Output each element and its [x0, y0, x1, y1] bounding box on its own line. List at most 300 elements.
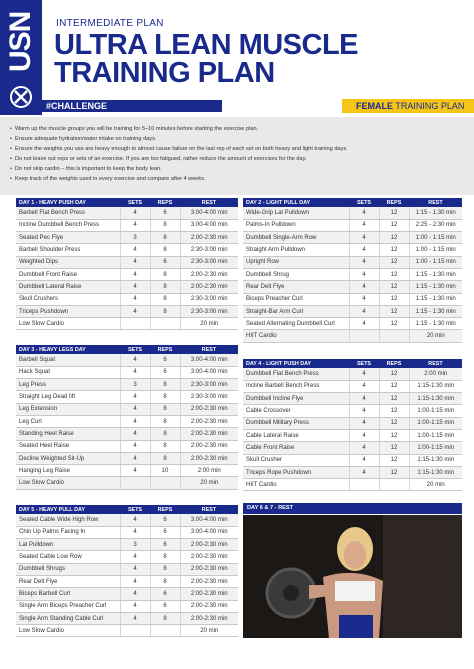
- table-row: [16, 207, 238, 219]
- reps-value: 12: [379, 380, 409, 392]
- reps-value: 8: [150, 281, 180, 293]
- reps-value: 12: [379, 393, 409, 405]
- reps-value: 6: [150, 588, 180, 600]
- day-title: DAY 5 - HEAVY PULL DAY: [16, 505, 120, 514]
- sets-value: [120, 477, 150, 489]
- reps-value: 6: [150, 354, 180, 366]
- exercise-name: Dumbbell Front Raise: [16, 268, 120, 280]
- reps-value: 12: [379, 305, 409, 317]
- reps-value: 12: [379, 256, 409, 268]
- table-row: [243, 330, 462, 342]
- exercise-name: Seated Cable Wide High Row: [16, 514, 120, 526]
- sets-value: 4: [120, 452, 150, 464]
- rest-value: 1:00-1:15 min: [409, 442, 462, 454]
- rest-value: 20 min: [409, 330, 462, 342]
- sets-value: 4: [120, 268, 150, 280]
- reps-value: 12: [379, 405, 409, 417]
- reps-value: 12: [379, 417, 409, 429]
- exercise-name: Low Slow Cardio: [16, 318, 120, 330]
- reps-value: 8: [150, 440, 180, 452]
- brand-mark-icon: [8, 84, 34, 110]
- exercise-name: Incline Dumbbell Bench Press: [16, 219, 120, 231]
- rest-value: 1:00-1:15 min: [409, 429, 462, 441]
- rest-value: 1:15-1:30 min: [409, 454, 462, 466]
- rest-value: 1:15 - 1:30 min: [409, 207, 462, 219]
- sets-value: 4: [349, 318, 379, 330]
- col-reps: REPS: [150, 345, 180, 354]
- sets-value: [120, 625, 150, 637]
- sets-value: 4: [349, 293, 379, 305]
- table-row: [16, 268, 238, 280]
- rest-value: 2:00-2:30 min: [180, 415, 238, 427]
- reps-value: 12: [379, 219, 409, 231]
- sets-value: 4: [120, 244, 150, 256]
- reps-value: 8: [150, 612, 180, 624]
- reps-value: 8: [150, 379, 180, 391]
- table-row: [16, 391, 238, 403]
- exercise-name: Seated Cable Low Row: [16, 551, 120, 563]
- exercise-name: Straight-Bar Arm Curl: [243, 305, 349, 317]
- sets-value: 4: [349, 405, 379, 417]
- table-row: [16, 305, 238, 317]
- exercise-name: Hack Squat: [16, 366, 120, 378]
- table-row: [243, 244, 462, 256]
- reps-value: [150, 625, 180, 637]
- exercise-name: Standing Heel Raise: [16, 428, 120, 440]
- table-row: [243, 293, 462, 305]
- sets-value: 4: [349, 281, 379, 293]
- table-row: [16, 612, 238, 624]
- exercise-name: Dumbbell Single-Arm Row: [243, 232, 349, 244]
- reps-value: 6: [150, 256, 180, 268]
- instruction-notes: [0, 117, 474, 195]
- exercise-name: Cable Crossover: [243, 405, 349, 417]
- reps-value: 12: [379, 207, 409, 219]
- rest-value: 1:15 - 1:30 min: [409, 293, 462, 305]
- sets-value: 4: [349, 219, 379, 231]
- rest-value: 2:00-2:30 min: [180, 268, 238, 280]
- rest-value: 2:00-2:30 min: [180, 600, 238, 612]
- title-line-1: ULTRA LEAN MUSCLE: [54, 29, 359, 61]
- col-reps: REPS: [150, 505, 180, 514]
- table-row: [16, 354, 238, 366]
- rest-value: 20 min: [409, 479, 462, 491]
- table-row: [16, 440, 238, 452]
- rest-value: 2:00-2:30 min: [180, 428, 238, 440]
- rest-value: 1:00-1:15 min: [409, 405, 462, 417]
- reps-value: 12: [379, 318, 409, 330]
- table-row: [243, 417, 462, 429]
- col-sets: SETS: [120, 198, 150, 207]
- rest-value: 1:15-1:30 min: [409, 393, 462, 405]
- table-row: [16, 244, 238, 256]
- rest-value: 2:30-3:00 min: [180, 256, 238, 268]
- rest-value: 1:00 - 1:15 min: [409, 244, 462, 256]
- rest-value: 3:00-4:00 min: [180, 526, 238, 538]
- col-rest: REST: [180, 505, 238, 514]
- day-title: DAY 2 - LIGHT PULL DAY: [243, 198, 349, 207]
- table-row: [243, 368, 462, 380]
- col-rest: REST: [180, 198, 238, 207]
- sets-value: [349, 330, 379, 342]
- rest-value: 2:00-2:30 min: [180, 452, 238, 464]
- table-row: [243, 454, 462, 466]
- sets-value: 4: [349, 368, 379, 380]
- reps-value: 8: [150, 268, 180, 280]
- table-row: [16, 403, 238, 415]
- exercise-name: Barbell Shoulder Press: [16, 244, 120, 256]
- table-row: [16, 318, 238, 330]
- day-4-table: [243, 359, 462, 491]
- day-5-table: [16, 505, 238, 637]
- exercise-name: Chin Up Palms Facing In: [16, 526, 120, 538]
- exercise-name: Barbell Flat Bench Press: [16, 207, 120, 219]
- table-row: [16, 415, 238, 427]
- table-row: [16, 600, 238, 612]
- exercise-name: Wide-Grip Lat Pulldown: [243, 207, 349, 219]
- table-row: [16, 428, 238, 440]
- exercise-name: Seated Heel Raise: [16, 440, 120, 452]
- sets-value: 4: [349, 232, 379, 244]
- reps-value: 8: [150, 563, 180, 575]
- sets-value: 4: [120, 305, 150, 317]
- reps-value: 8: [150, 415, 180, 427]
- sets-value: 4: [120, 575, 150, 587]
- table-row: [16, 452, 238, 464]
- table-row: [16, 551, 238, 563]
- sets-value: 4: [349, 380, 379, 392]
- sets-value: 4: [120, 440, 150, 452]
- table-row: [243, 219, 462, 231]
- table-row: [243, 429, 462, 441]
- female-plan-tag: [342, 99, 474, 113]
- rest-value: 1:00 - 1:15 min: [409, 256, 462, 268]
- day-title: DAY 1 - HEAVY PUSH DAY: [16, 198, 120, 207]
- table-row: [243, 318, 462, 330]
- sets-value: 4: [349, 429, 379, 441]
- reps-value: 8: [150, 219, 180, 231]
- exercise-name: Seated Pec Flye: [16, 232, 120, 244]
- exercise-name: Biceps Barbell Curl: [16, 588, 120, 600]
- table-row: [243, 393, 462, 405]
- reps-value: 12: [379, 281, 409, 293]
- table-row: [243, 442, 462, 454]
- reps-value: 8: [150, 305, 180, 317]
- table-row: [243, 232, 462, 244]
- rest-value: 2:00-2:30 min: [180, 440, 238, 452]
- rest-value: 3:00-4:00 min: [180, 514, 238, 526]
- reps-value: 12: [379, 454, 409, 466]
- reps-value: 12: [379, 442, 409, 454]
- athlete-photo-illustration: [243, 515, 462, 638]
- day-2-table: [243, 198, 462, 343]
- reps-value: 10: [150, 465, 180, 477]
- note-item: • Ensure adequate hydration/water intake on training days.: [10, 134, 464, 144]
- exercise-name: Straight Leg Dead lift: [16, 391, 120, 403]
- col-reps: REPS: [379, 198, 409, 207]
- col-reps: REPS: [150, 198, 180, 207]
- day-1-table: [16, 198, 238, 330]
- table-row: [243, 305, 462, 317]
- table-row: [16, 379, 238, 391]
- rest-value: 3:00-4:00 min: [180, 366, 238, 378]
- reps-value: [150, 477, 180, 489]
- col-sets: SETS: [349, 198, 379, 207]
- exercise-name: Lat Pulldown: [16, 539, 120, 551]
- sets-value: 4: [349, 417, 379, 429]
- table-row: [16, 465, 238, 477]
- sets-value: 4: [120, 403, 150, 415]
- col-sets: SETS: [120, 345, 150, 354]
- exercise-name: HIIT Cardio: [243, 330, 349, 342]
- reps-value: 8: [150, 403, 180, 415]
- rest-value: 2:00-2:30 min: [180, 539, 238, 551]
- rest-value: 1:15 - 1:30 min: [409, 318, 462, 330]
- reps-value: 8: [150, 391, 180, 403]
- rest-value: 2:00-2:30 min: [180, 403, 238, 415]
- reps-value: 8: [150, 244, 180, 256]
- table-row: [16, 256, 238, 268]
- rest-value: 1:15-1:30 min: [409, 466, 462, 478]
- reps-value: 12: [379, 268, 409, 280]
- rest-value: 1:15 - 1:30 min: [409, 268, 462, 280]
- reps-value: 8: [150, 428, 180, 440]
- rest-value: 2:00-2:30 min: [180, 281, 238, 293]
- sets-value: 4: [120, 366, 150, 378]
- sets-value: 4: [349, 393, 379, 405]
- rest-value: 1:15-1:30 min: [409, 380, 462, 392]
- exercise-name: Dumbbell Shrug: [243, 268, 349, 280]
- rest-value: 20 min: [180, 477, 238, 489]
- exercise-name: Leg Extension: [16, 403, 120, 415]
- rest-value: 2:30-3:00 min: [180, 305, 238, 317]
- rest-value: 2:00-2:30 min: [180, 563, 238, 575]
- reps-value: 8: [150, 293, 180, 305]
- exercise-name: Rear Delt Flye: [243, 281, 349, 293]
- rest-value: 20 min: [180, 318, 238, 330]
- exercise-name: Triceps Pushdown: [16, 305, 120, 317]
- sets-value: 3: [120, 232, 150, 244]
- rest-value: 2:00-2:30 min: [180, 232, 238, 244]
- sets-value: 4: [120, 600, 150, 612]
- reps-value: 8: [150, 575, 180, 587]
- sets-value: 4: [349, 305, 379, 317]
- exercise-name: Hanging Leg Raise: [16, 465, 120, 477]
- col-rest: REST: [180, 345, 238, 354]
- sets-value: 4: [120, 293, 150, 305]
- note-item: • Do not leave out reps or sets of an exercise. If you are too fatigued, rather reduce the amount of exercises for the day.: [10, 154, 464, 164]
- table-row: [243, 256, 462, 268]
- sets-value: 4: [349, 442, 379, 454]
- challenge-tag: #CHALLENGE: [42, 100, 222, 112]
- rest-value: 3:00-4:00 min: [180, 207, 238, 219]
- exercise-name: Seated Alternating Dumbbell Curl: [243, 318, 349, 330]
- female-bold: FEMALE: [356, 101, 393, 111]
- exercise-name: Weighted Dips: [16, 256, 120, 268]
- table-row: [16, 514, 238, 526]
- exercise-name: Leg Press: [16, 379, 120, 391]
- reps-value: 6: [150, 526, 180, 538]
- rest-value: 2:25 - 2:30 min: [409, 219, 462, 231]
- day-title: DAY 3 - HEAVY LEGS DAY: [16, 345, 120, 354]
- col-sets: SETS: [120, 505, 150, 514]
- plan-level: INTERMEDIATE PLAN: [56, 18, 164, 29]
- rest-value: 2:00-2:30 min: [180, 575, 238, 587]
- exercise-name: Single Arm Biceps Preacher Curl: [16, 600, 120, 612]
- col-sets: SETS: [349, 359, 379, 368]
- exercise-name: Biceps Preacher Curl: [243, 293, 349, 305]
- exercise-name: Cable Lateral Raise: [243, 429, 349, 441]
- brand-logo-text: USN: [4, 11, 37, 73]
- col-rest: REST: [409, 198, 462, 207]
- rest-value: 2:00-2:30 min: [180, 588, 238, 600]
- rest-value: 2:00 min: [180, 465, 238, 477]
- sets-value: 4: [349, 244, 379, 256]
- table-row: [16, 219, 238, 231]
- reps-value: [150, 318, 180, 330]
- table-row: [243, 466, 462, 478]
- note-item: • Do not skip cardio – this is important to keep the body lean.: [10, 164, 464, 174]
- table-row: [243, 207, 462, 219]
- table-header-row: [243, 198, 462, 207]
- brand-logo-bar: [0, 0, 42, 115]
- sets-value: 4: [120, 281, 150, 293]
- sets-value: 4: [349, 207, 379, 219]
- rest-day-header: DAY 6 & 7 - REST: [243, 503, 462, 514]
- exercise-name: Rear Delt Flye: [16, 575, 120, 587]
- reps-value: 12: [379, 368, 409, 380]
- table-row: [16, 588, 238, 600]
- table-row: [16, 539, 238, 551]
- page-title: [54, 31, 358, 87]
- rest-value: 2:30-3:00 min: [180, 244, 238, 256]
- reps-value: 6: [150, 207, 180, 219]
- table-row: [243, 281, 462, 293]
- table-row: [243, 268, 462, 280]
- sets-value: 4: [120, 612, 150, 624]
- exercise-name: Low Slow Cardio: [16, 477, 120, 489]
- reps-value: 12: [379, 244, 409, 256]
- col-reps: REPS: [379, 359, 409, 368]
- table-row: [16, 366, 238, 378]
- table-row: [243, 405, 462, 417]
- reps-value: [379, 330, 409, 342]
- exercise-name: Leg Curl: [16, 415, 120, 427]
- sets-value: 3: [120, 379, 150, 391]
- rest-value: 3:00-4:00 min: [180, 354, 238, 366]
- reps-value: 6: [150, 514, 180, 526]
- table-row: [16, 625, 238, 637]
- sets-value: [349, 479, 379, 491]
- exercise-name: Incline Barbell Bench Press: [243, 380, 349, 392]
- reps-value: 6: [150, 539, 180, 551]
- day-3-table: [16, 345, 238, 490]
- sets-value: 4: [349, 256, 379, 268]
- table-header-row: [16, 505, 238, 514]
- table-row: [16, 293, 238, 305]
- table-header-row: [16, 198, 238, 207]
- rest-value: 2:00-2:30 min: [180, 551, 238, 563]
- athlete-photo: [243, 515, 462, 638]
- day-title: DAY 4 - LIGHT PUSH DAY: [243, 359, 349, 368]
- exercise-name: Skull Crusher: [243, 454, 349, 466]
- sets-value: 4: [120, 207, 150, 219]
- sets-value: 4: [120, 588, 150, 600]
- sets-value: 4: [120, 391, 150, 403]
- exercise-name: Dumbbell Shrugs: [16, 563, 120, 575]
- exercise-name: Low Slow Cardio: [16, 625, 120, 637]
- sets-value: 4: [120, 551, 150, 563]
- sets-value: 3: [120, 539, 150, 551]
- exercise-name: Dumbbell Incline Flye: [243, 393, 349, 405]
- exercise-name: Upright Row: [243, 256, 349, 268]
- sets-value: 4: [349, 454, 379, 466]
- exercise-name: Barbell Squat: [16, 354, 120, 366]
- table-row: [243, 380, 462, 392]
- rest-value: 1:15 - 1:30 min: [409, 281, 462, 293]
- sets-value: 4: [120, 256, 150, 268]
- reps-value: 12: [379, 232, 409, 244]
- exercise-name: Palms-In Pulldown: [243, 219, 349, 231]
- reps-value: 6: [150, 600, 180, 612]
- sets-value: 4: [120, 354, 150, 366]
- table-row: [16, 281, 238, 293]
- table-row: [16, 477, 238, 489]
- rest-value: 2:00-2:30 min: [180, 612, 238, 624]
- reps-value: 12: [379, 429, 409, 441]
- sets-value: 4: [120, 526, 150, 538]
- rest-value: 2:30-3:00 min: [180, 379, 238, 391]
- table-row: [16, 575, 238, 587]
- reps-value: 8: [150, 232, 180, 244]
- note-item: • Keep track of the weights used in every exercise and compare after 4 weeks.: [10, 174, 464, 184]
- rest-value: 2:30-3:00 min: [180, 293, 238, 305]
- exercise-name: Skull Crushers: [16, 293, 120, 305]
- rest-value: 1:00-1:15 min: [409, 417, 462, 429]
- sets-value: [120, 318, 150, 330]
- sets-value: 4: [349, 466, 379, 478]
- rest-value: 1:15 - 1:30 min: [409, 305, 462, 317]
- exercise-name: Decline Weighted Sit-Up: [16, 452, 120, 464]
- reps-value: [379, 479, 409, 491]
- table-row: [16, 526, 238, 538]
- exercise-name: Dumbbell Flat Bench Press: [243, 368, 349, 380]
- table-row: [16, 563, 238, 575]
- sets-value: 4: [349, 268, 379, 280]
- col-rest: REST: [409, 359, 462, 368]
- sets-value: 4: [120, 428, 150, 440]
- exercise-name: Dumbbell Military Press: [243, 417, 349, 429]
- title-line-2: TRAINING PLAN: [54, 57, 275, 89]
- reps-value: 6: [150, 366, 180, 378]
- exercise-name: Straight Arm Pulldown: [243, 244, 349, 256]
- rest-value: 2:30-3:00 min: [180, 391, 238, 403]
- note-item: • Warm up the muscle groups you will be training for 5–10 minutes before starting the exercise plan.: [10, 124, 464, 134]
- sets-value: 4: [120, 219, 150, 231]
- exercise-name: Triceps Rope Pushdown: [243, 466, 349, 478]
- reps-value: 8: [150, 551, 180, 563]
- rest-value: 2:00 min: [409, 368, 462, 380]
- sets-value: 4: [120, 465, 150, 477]
- sets-value: 4: [120, 415, 150, 427]
- female-rest: TRAINING PLAN: [393, 101, 465, 111]
- table-row: [16, 232, 238, 244]
- sets-value: 4: [120, 563, 150, 575]
- reps-value: 12: [379, 293, 409, 305]
- exercise-name: Cable Front Raise: [243, 442, 349, 454]
- exercise-name: Dumbbell Lateral Raise: [16, 281, 120, 293]
- exercise-name: Single Arm Standing Cable Curl: [16, 612, 120, 624]
